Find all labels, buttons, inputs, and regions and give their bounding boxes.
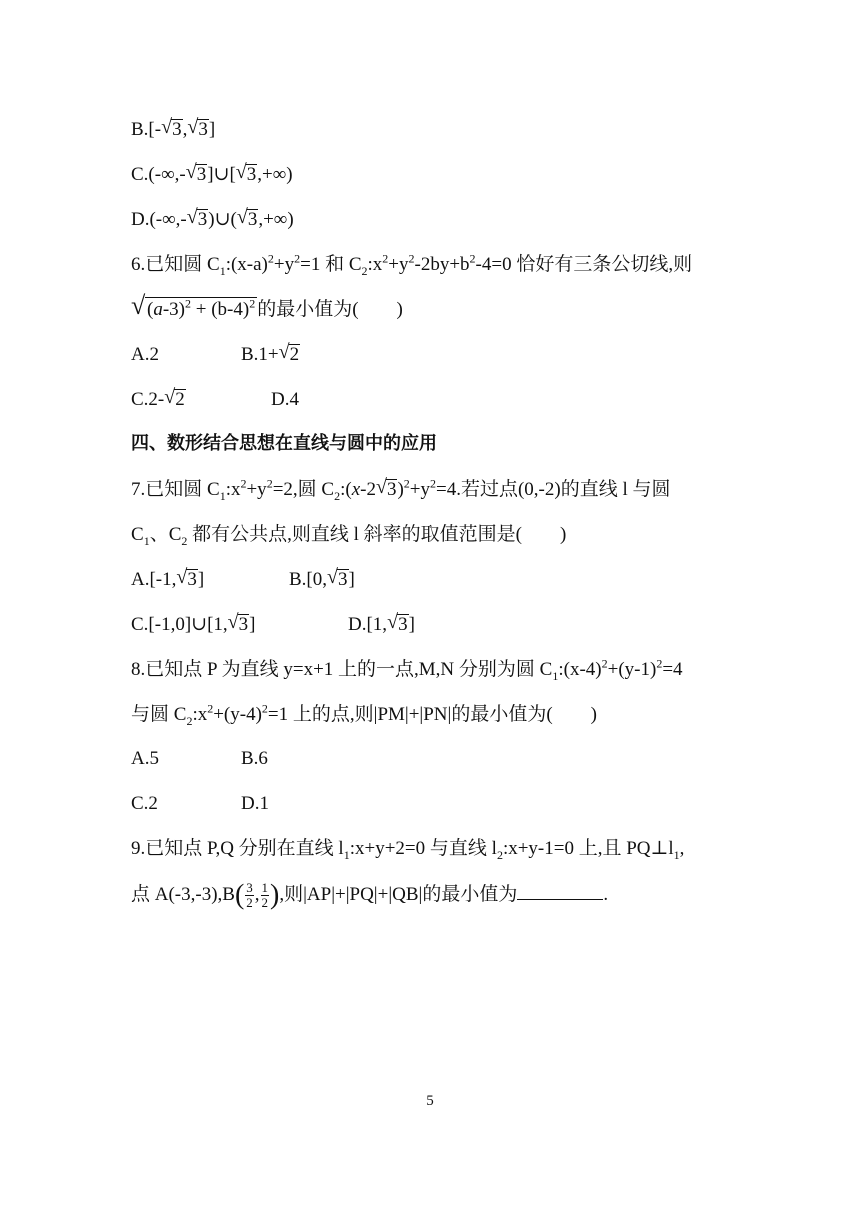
q7-option-a: A.[-1, √ 3] [131,567,289,593]
sqrt-3: √ 3 [186,206,208,230]
q7-stem-line1: 7.已知圆 $C_1:x^2+y^2=2$,圆 $C_2:(x-2$ √ $3)^2+y^2=4$.若过点(0,-2)的直线 l 与圆 [131,476,671,503]
sqrt-2: √ 2 [278,341,300,365]
q6-option-d: D.4 [271,389,299,410]
sqrt-3: √ 3 [327,566,348,590]
fraction-1-2: $\frac{1}{2}$ [261,880,269,911]
sqrt-3: √ 3 [185,161,207,185]
q5-option-b: B.[- √ 3, √ 3] [131,117,215,143]
q7-options-row2 [131,612,415,638]
q6-option-b: B.1+ √ 2 [241,344,300,365]
q8-options-row1 [131,746,268,772]
q6-stem-line2: √ $(a-3)^2 + (b-4)^2$ 的最小值为( ) [131,297,403,323]
sqrt-3: √ 3 [236,206,258,230]
q8-stem-line2: 与圆 $C_2:x^2+(y-4)^2=1$ 上的点,则|PM|+|PN|的最小值为( ) [131,701,597,728]
q9-stem-line1: 9.已知点 P,Q 分别在直线 $l_1:x+y+2=0$ 与直线 $l_2:x+y-1=0$ 上,且 $PQ\perp l_1$, [131,838,685,862]
q7-option-d: D.[1, √ 3] [348,614,415,635]
q7-option-b: B.[0, √ 3] [289,569,355,590]
q6-options-row2 [131,387,299,413]
q6-options-row1 [131,342,300,368]
q5-option-d: D.(-∞,- √ 3)∪( √ 3,+∞) [131,207,294,233]
q8-options-row2 [131,791,269,817]
q7-options-row1 [131,567,355,593]
q8-stem-line1: 8.已知点 P 为直线 y=x+1 上的一点,M,N 分别为圆 $C_1:(x-4)^2+(y-1)^2=4$ [131,656,683,683]
q8-option-c: C.2 [131,793,158,814]
q6-option-a: A.2 [131,344,159,365]
q6-stem-line1: 6.已知圆 $C_1:(x-a)^2+y^2=1$ 和 $C_2:x^2+y^2-2by+b^2-4=0$ 恰好有三条公切线,则 [131,251,693,278]
sqrt-3: √ 3 [187,116,208,140]
q7-stem-line2: $C_1$、$C_2$ 都有公共点,则直线 l 斜率的取值范围是( ) [131,524,567,548]
sqrt-3: √ 3 [375,476,397,500]
fraction-3-2: $\frac{3}{2}$ [246,880,253,911]
q5-option-c: C.(-∞,- √ 3]∪[ √ 3,+∞) [131,162,293,188]
q6-option-c: C.2- √ 2 [131,387,271,413]
answer-blank[interactable] [517,881,603,900]
sqrt-3: √ 3 [387,611,408,635]
q8-option-d: D.1 [241,793,269,814]
section-heading: 四、数形结合思想在直线与圆中的应用 [131,433,437,454]
q8-option-a: A.5 [131,748,159,769]
q9-stem-line2: 点 A(-3,-3),B( $\frac{3}{2}$ , $\frac{1}{2}$ ),则|AP|+|PQ|+|QB|的最小值为 . [131,879,609,911]
sqrt-3: √ 3 [176,566,197,590]
sqrt-expression: √ $(a-3)^2 + (b-4)^2$ [131,291,256,320]
q7-option-c: C.[-1,0]∪[1, √ 3] [131,612,348,638]
sqrt-3: √ 3 [161,116,182,140]
page-number: 5 [426,1093,434,1109]
sqrt-3: √ 3 [235,161,257,185]
q8-option-b: B.6 [241,748,268,769]
sqrt-3: √ 3 [227,611,249,635]
sqrt-2: √ 2 [164,386,185,410]
